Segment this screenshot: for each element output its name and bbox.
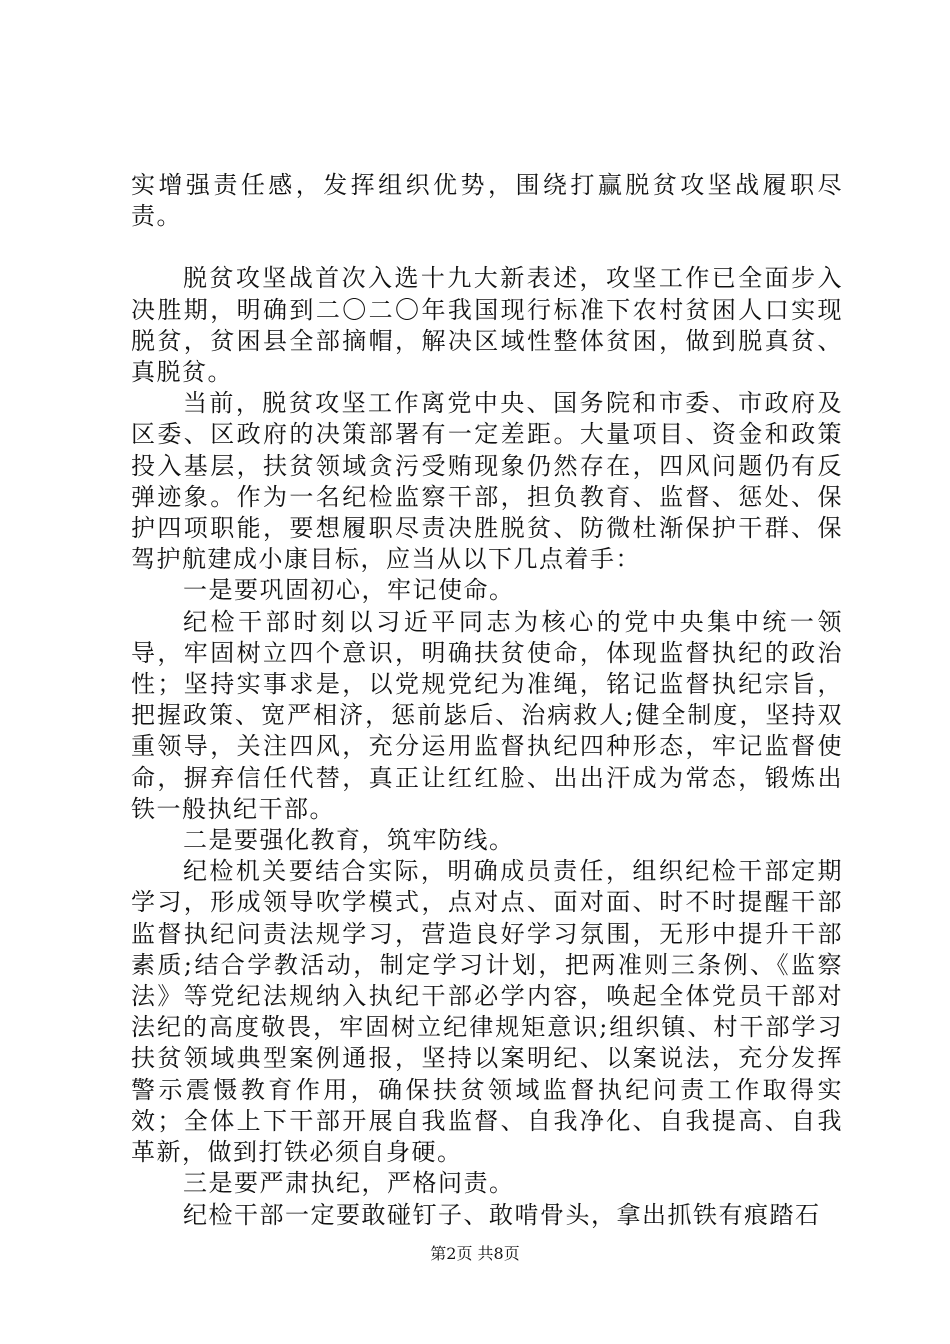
heading-point-one: 一是要巩固初心，牢记使命。 (183, 576, 515, 605)
paragraph-current-situation: 当前，脱贫攻坚工作离党中央、国务院和市委、市政府及区委、区政府的决策部署有一定差距。大量项目、资金和政策投入基层，扶贫领域贪污受贿现象仍然存在，四风问题仍有反弹迹象。作为一名纪检监察干部，担负教育、监督、惩处、保护四项职能，要想履职尽责决胜脱贫、防微杜渐保护干群、保驾护航建成小康目标，应当从以下几点着手： (131, 389, 843, 574)
paragraph-point-three: 纪检干部一定要敢碰钉子、敢啃骨头，拿出抓铁有痕踏石 (183, 1200, 821, 1229)
paragraph-point-one: 纪检干部时刻以习近平同志为核心的党中央集中统一领导，牢固树立四个意识，明确扶贫使命，体现监督执纪的政治性；坚持实事求是，以党规党纪为准绳，铭记监督执纪宗旨，把握政策、宽严相济，惩前毖后、治病救人;健全制度，坚持双重领导，关注四风，充分运用监督执纪四种形态，牢记监督使命，摒弃信任代替，真正让红红脸、出出汗成为常态，锻炼出铁一般执纪干部。 (131, 607, 843, 823)
paragraph-point-two: 纪检机关要结合实际，明确成员责任，组织纪检干部定期学习，形成领导吹学模式，点对点、面对面、时不时提醒干部监督执纪问责法规学习，营造良好学习氛围，无形中提升干部素质;结合学教活动，制定学习计划，把两准则三条例、《监察法》等党纪法规纳入执纪干部必学内容，唤起全体党员干部对法纪的高度敬畏，牢固树立纪律规矩意识;组织镇、村干部学习扶贫领域典型案例通报，坚持以案明纪、以案说法，充分发挥警示震慑教育作用，确保扶贫领域监督执纪问责工作取得实效；全体上下干部开展自我监督、自我净化、自我提高、自我革新，做到打铁必须自身硬。 (131, 857, 843, 1167)
heading-point-two: 二是要强化教育，筑牢防线。 (183, 826, 515, 855)
page-footer: 第2页 共8页 (430, 1244, 520, 1263)
paragraph-intro: 脱贫攻坚战首次入选十九大新表述，攻坚工作已全面步入决胜期，明确到二〇二〇年我国现行标准下农村贫困人口实现脱贫，贫困县全部摘帽，解决区域性整体贫困，做到脱真贫、真脱贫。 (131, 264, 843, 387)
paragraph-continuation: 实增强责任感，发挥组织优势，围绕打赢脱贫攻坚战履职尽责。 (131, 171, 843, 231)
heading-point-three: 三是要严肃执纪，严格问责。 (183, 1169, 515, 1198)
document-body (131, 170, 843, 1231)
